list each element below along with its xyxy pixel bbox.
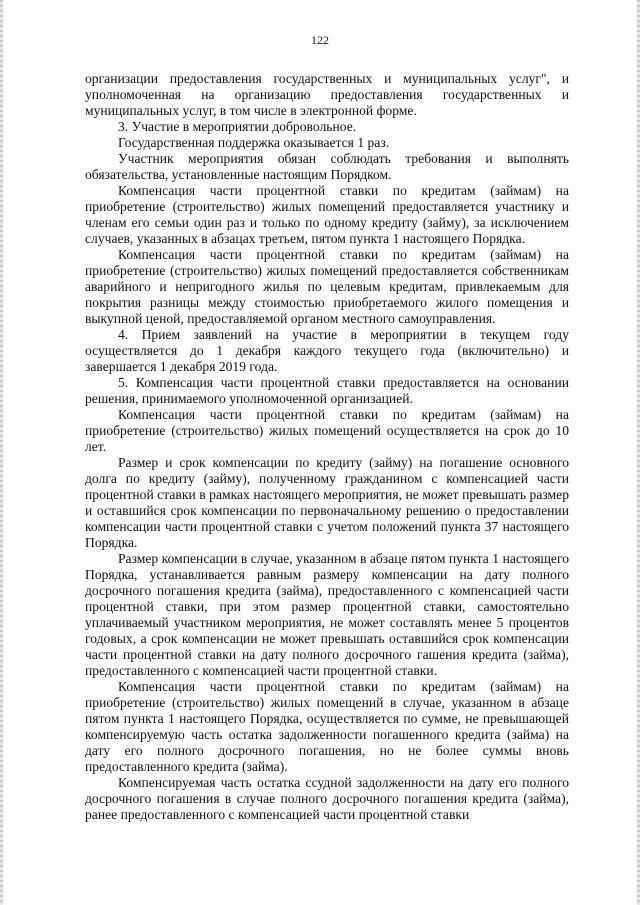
paragraph: Размер и срок компенсации по кредиту (займу) на погашение основного долга по кредиту (займу), полученному гражданином с компенсацией части процентной ставки в рамках настоящего мероприятия, не может превышать размер и оставшийся срок компенсации по первоначальному решению о предоставлении компенсации части процентной ставки с учетом положений пункта 37 настоящего Порядка. — [85, 455, 569, 550]
page-number: 122 — [311, 33, 329, 47]
paragraph: Размер компенсации в случае, указанном в абзаце пятом пункта 1 настоящего Порядка, устанавливается равным размеру компенсации на дату полного досрочного погашения кредита (займа), предоставленного с компенсацией части процентной ставки, при этом размер процентной ставки, самостоятельно уплачиваемый участником мероприятия, не может составлять менее 5 процентов годовых, а срок компенсации не может превышать оставшийся срок компенсации части процентной ставки на дату полного досрочного гашения кредита (займа), предоставленного с компенсацией части процентной ставки. — [85, 551, 569, 678]
paragraph: Участник мероприятия обязан соблюдать требования и выполнять обязательства, установленные настоящим Порядком. — [85, 151, 569, 182]
paragraph: Компенсируемая часть остатка ссудной задолженности на дату его полного досрочного погашения в случае полного досрочного погашения кредита (займа), ранее предоставленного с компенсацией части процентной ставки — [85, 775, 569, 822]
paragraph: Компенсация части процентной ставки по кредитам (займам) на приобретение (строительство) жилых помещений в случае, указанном в абзаце пятом пункта 1 настоящего Порядка, осуществляется по сумме, не превышающей компенсируемую часть остатка задолженности погашенного кредита (займа) на дату его полного досрочного погашения, но не более суммы вновь предоставленного кредита (займа). — [85, 679, 569, 774]
document-body — [85, 71, 569, 823]
paragraph: Государственная поддержка оказывается 1 раз. — [118, 135, 390, 150]
paragraph: Компенсация части процентной ставки по кредитам (займам) на приобретение (строительство) жилых помещений предоставляется собственникам аварийного и непригодного жилья по целевым кредитам, привлекаемым для покрытия разницы между стоимостью приобретаемого жилого помещения и выкупной ценой, предоставляемой органом местного самоуправления. — [85, 247, 569, 326]
paragraph: 4. Прием заявлений на участие в мероприятии в текущем году осуществляется до 1 декабря каждого текущего года (включительно) и завершается 1 декабря 2019 года. — [85, 327, 569, 374]
paragraph: Компенсация части процентной ставки по кредитам (займам) на приобретение (строительство) жилых помещений осуществляется на срок до 10 лет. — [85, 407, 569, 454]
paragraph: 3. Участие в мероприятии добровольное. — [118, 119, 357, 134]
paragraph: организации предоставления государственных и муниципальных услуг", и уполномоченная на организацию предоставления государственных и муниципальных услуг, в том числе в электронной форме. — [85, 71, 569, 118]
scan-edge-left — [0, 0, 3, 905]
paragraph: 5. Компенсация части процентной ставки предоставляется на основании решения, принимаемого уполномоченной организацией. — [85, 375, 569, 406]
paragraph: Компенсация части процентной ставки по кредитам (займам) на приобретение (строительство) жилых помещений предоставляется участнику и членам его семьи один раз и только по одному кредиту (займу), за исключением случаев, указанных в абзацах третьем, пятом пункта 1 настоящего Порядка. — [85, 183, 569, 246]
